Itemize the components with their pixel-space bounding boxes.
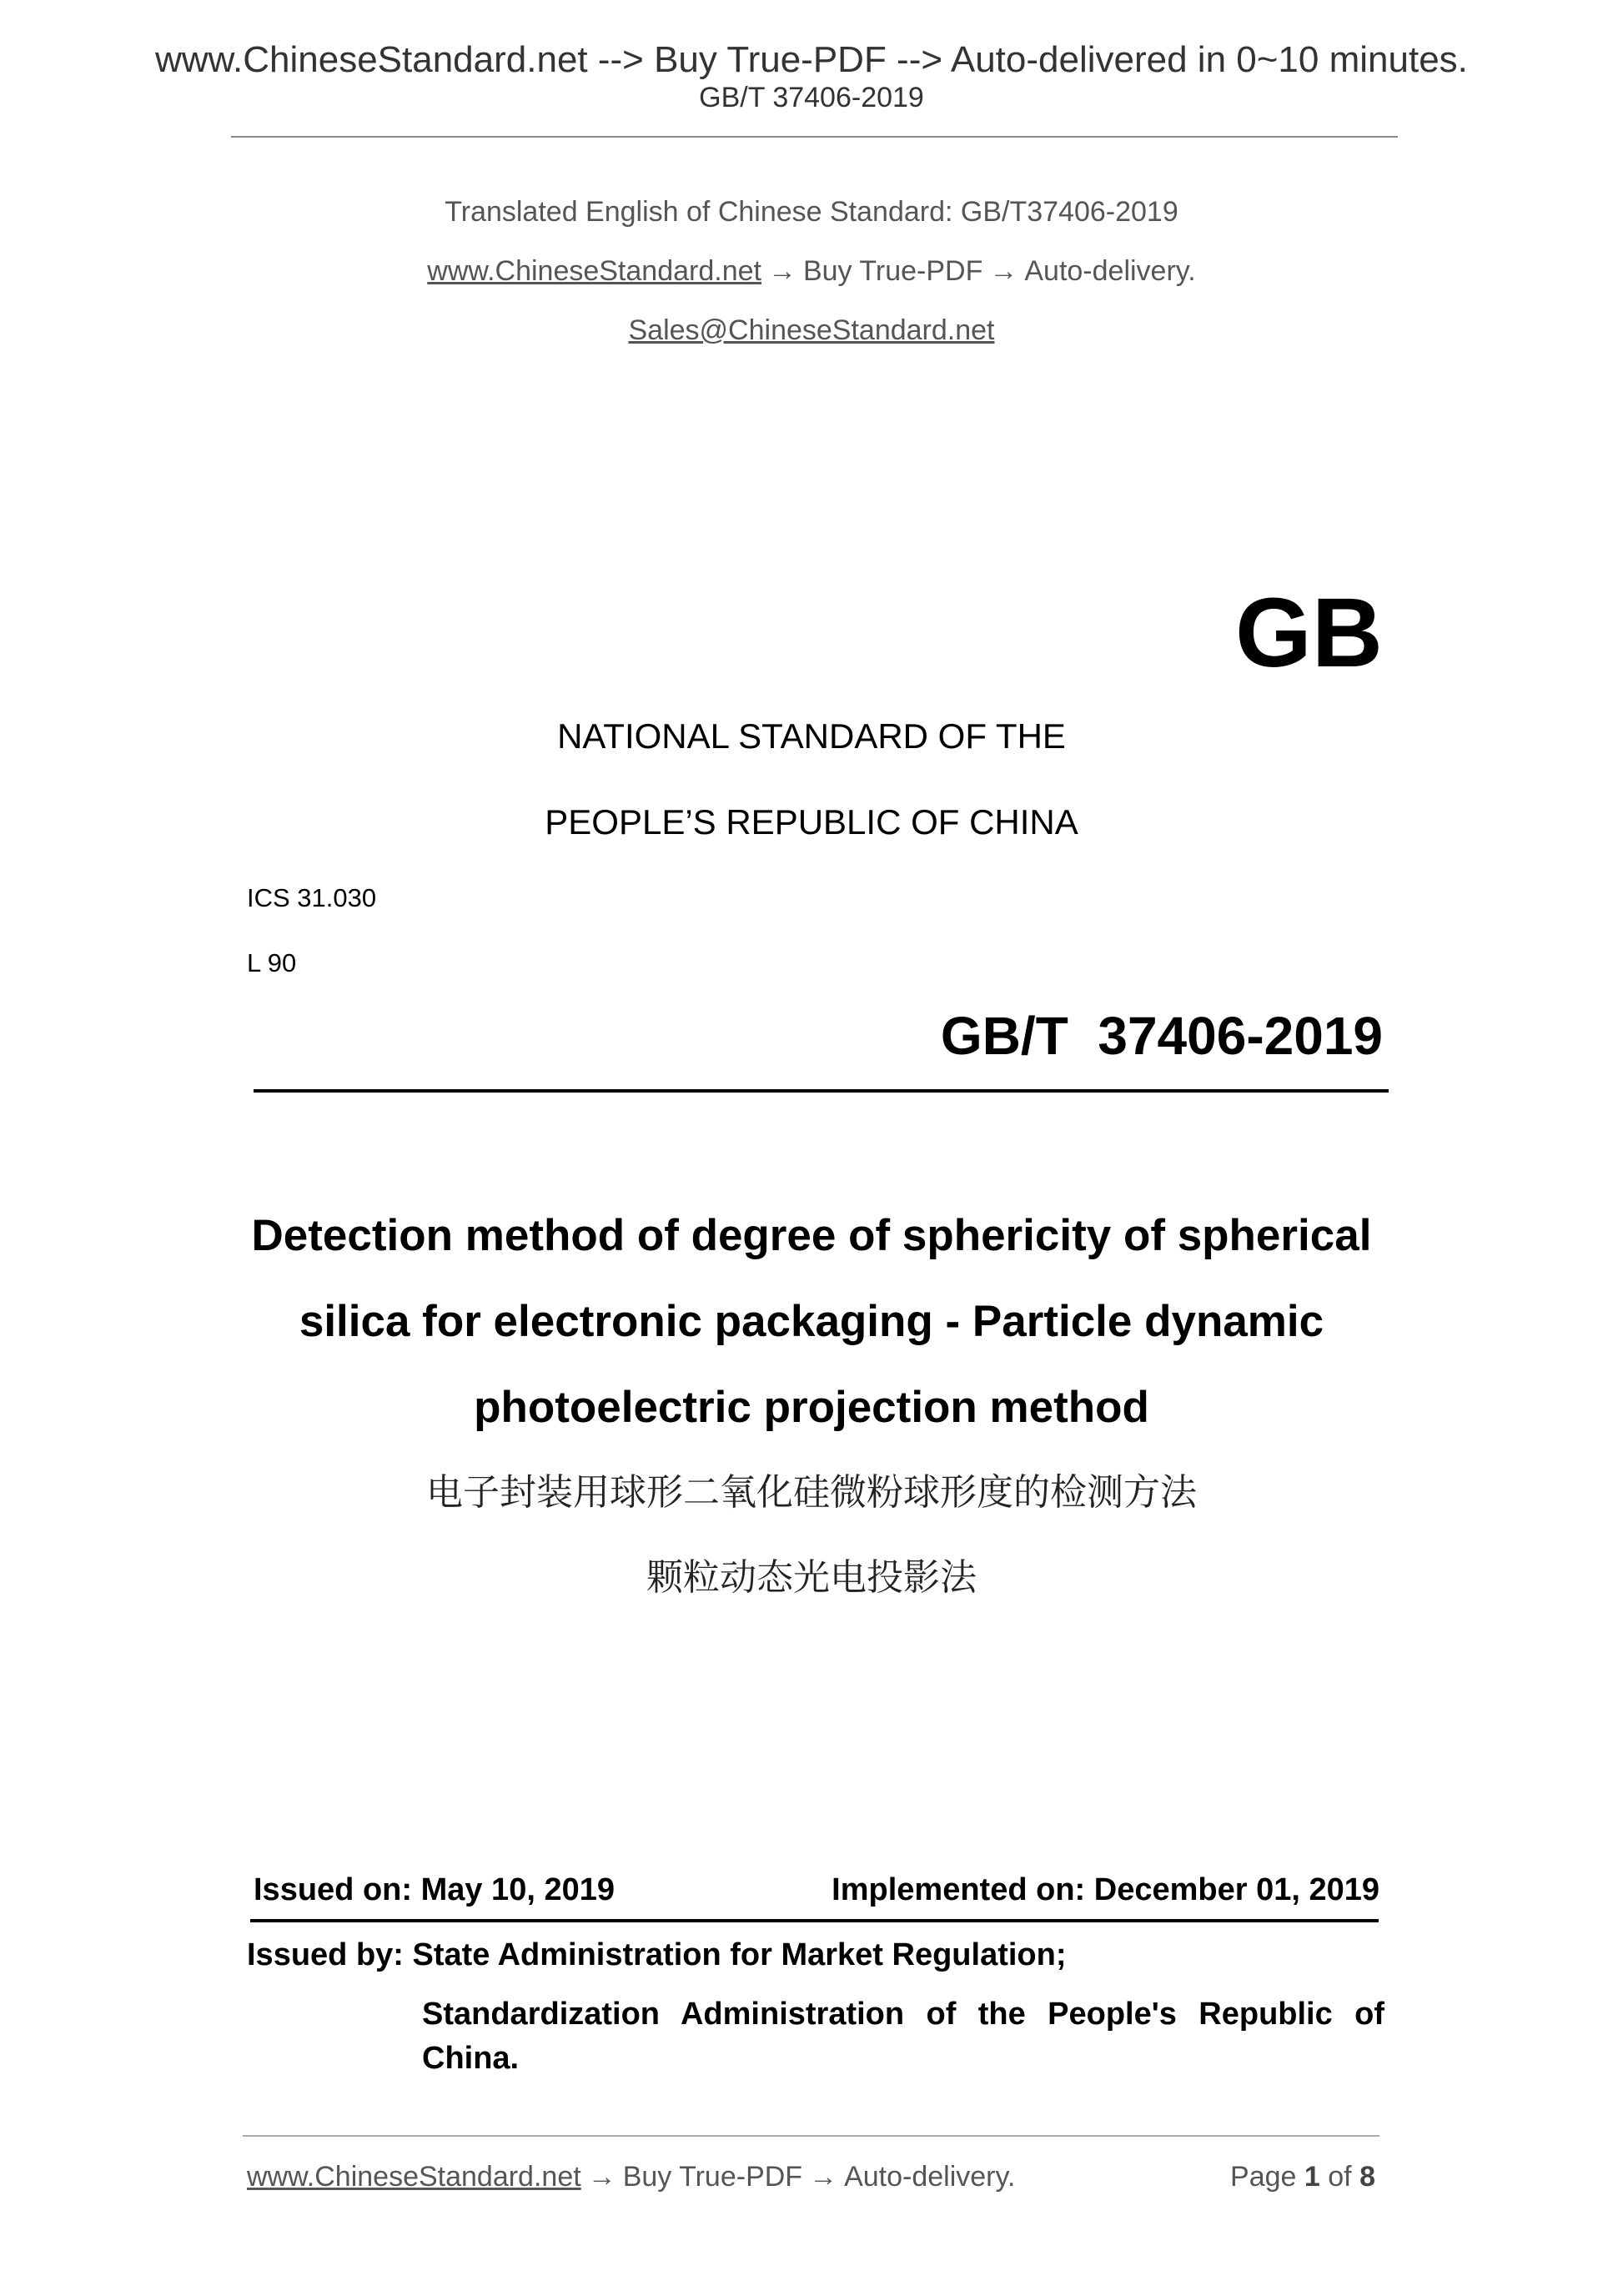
issued-on-date: Issued on: May 10, 2019 (254, 1872, 615, 1907)
footer-auto-delivery-text: Auto-delivery. (844, 2161, 1016, 2193)
translation-notice: Translated English of Chinese Standard: GB/T37406-2019 (445, 196, 1178, 228)
page-of-label: of (1328, 2161, 1352, 2193)
footer-site-link[interactable]: www.ChineseStandard.net (247, 2161, 581, 2193)
header-standard-code: GB/T 37406-2019 (699, 82, 924, 113)
title-en-line-3: photoelectric projection method (474, 1383, 1149, 1432)
title-cn-line-2: 颗粒动态光电投影法 (646, 1556, 977, 1599)
page-total: 8 (1359, 2161, 1375, 2193)
title-en-line-2: silica for electronic packaging - Particle dynamic (299, 1297, 1324, 1346)
issued-by-line: Issued by: State Administration for Market Regulation; (247, 1937, 1067, 1972)
arrow-right-icon: → (809, 2161, 838, 2193)
footer-divider (243, 2135, 1379, 2137)
translation-buy-line (0, 257, 1623, 285)
sales-email-row (0, 316, 1623, 344)
header-divider (231, 136, 1398, 138)
national-standard-heading: NATIONAL STANDARD OF THE (557, 716, 1066, 756)
page-current: 1 (1304, 2161, 1320, 2193)
dates-divider (250, 1919, 1379, 1922)
page-indicator (1230, 2163, 1375, 2191)
ics-code: ICS 31.030 (247, 883, 377, 912)
footer-buy-text: Buy True-PDF (622, 2161, 803, 2193)
arrow-right-icon: → (989, 255, 1018, 287)
title-cn-line-1: 电子封装用球形二氧化硅微粉球形度的检测方法 (426, 1471, 1197, 1514)
title-en-line-1: Detection method of degree of sphericity of spherical (251, 1211, 1372, 1260)
auto-delivery-text: Auto-delivery. (1024, 255, 1196, 287)
implemented-on-date: Implemented on: December 01, 2019 (832, 1872, 1379, 1907)
arrow-right-icon: → (587, 2161, 616, 2193)
classification-code: L 90 (247, 948, 297, 977)
standard-number-divider (254, 1089, 1389, 1093)
issued-by-second-authority: Standardization Administration of the People's Republic of China. (422, 1997, 1384, 2077)
site-link[interactable]: www.ChineseStandard.net (427, 255, 761, 287)
sales-email-link[interactable]: Sales@ChineseStandard.net (628, 314, 995, 346)
arrow-right-icon: → (767, 255, 796, 287)
standard-number: GB/T 37406-2019 (940, 1006, 1383, 1066)
top-banner: www.ChineseStandard.net --> Buy True-PDF --> Auto-delivered in 0~10 minutes. (155, 39, 1468, 80)
buy-text: Buy True-PDF (802, 255, 983, 287)
gb-logo-mark: GB (1235, 578, 1383, 688)
page-label: Page (1230, 2161, 1297, 2193)
footer-links (247, 2163, 1015, 2191)
republic-heading: PEOPLE’S REPUBLIC OF CHINA (545, 802, 1078, 842)
